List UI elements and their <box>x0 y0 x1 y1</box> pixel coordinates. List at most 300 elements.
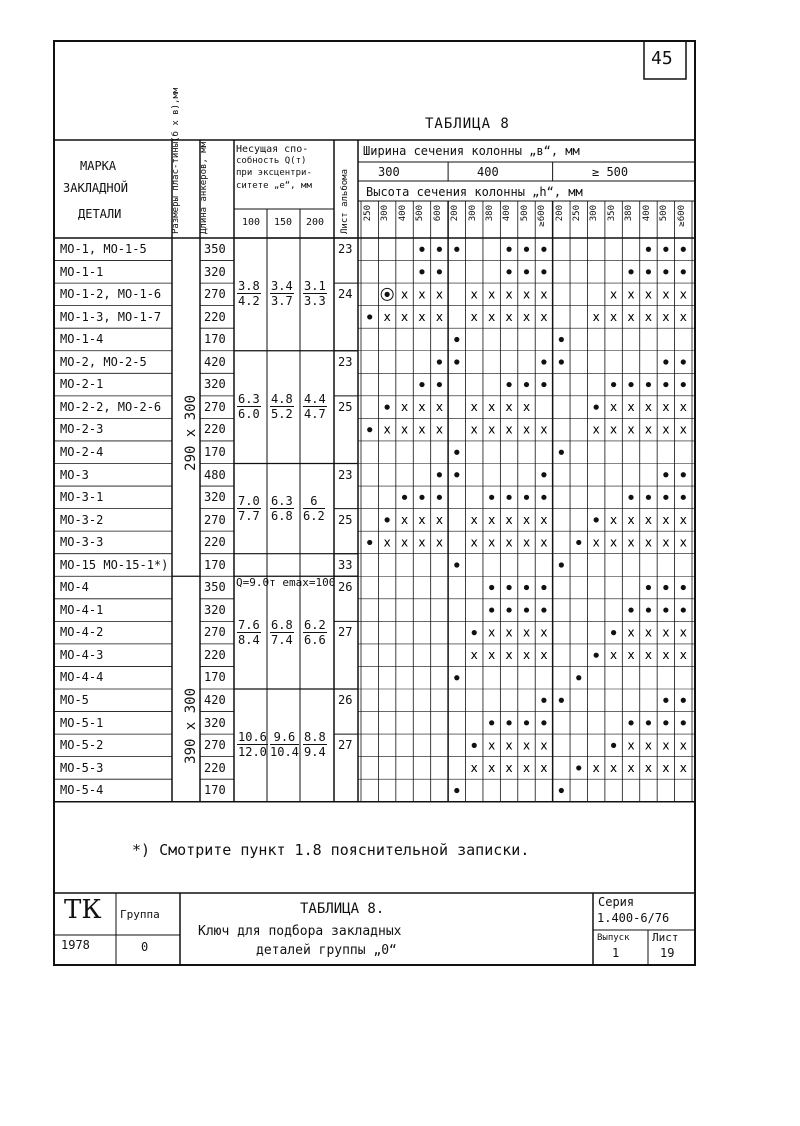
width-500: ≥ 500 <box>592 165 629 179</box>
dot-mark <box>681 247 686 252</box>
row-anchor-length: 220 <box>204 422 226 437</box>
capacity-fraction: $\frac{6.3}{6.8}$ <box>271 493 293 523</box>
cross-mark: x <box>679 400 687 415</box>
dot-mark <box>367 314 372 319</box>
height-header-15: 380 <box>624 205 635 222</box>
dot-mark <box>611 382 616 387</box>
row-mark: МО-5 <box>60 693 89 707</box>
dot-mark <box>559 359 564 364</box>
height-header-6: 300 <box>467 205 478 222</box>
cross-mark: x <box>488 625 496 640</box>
row-mark: МО-1-4 <box>60 332 104 347</box>
dot-mark <box>646 247 651 252</box>
cross-mark: x <box>400 309 409 324</box>
row-anchor-length: 170 <box>204 783 226 798</box>
cross-mark: x <box>627 309 635 324</box>
sheet-number: 26 <box>338 580 353 595</box>
cross-mark: x <box>400 287 409 302</box>
cross-mark: x <box>627 287 635 302</box>
height-header-16: 400 <box>641 205 652 222</box>
dot-mark <box>524 607 529 612</box>
height-header-5: 200 <box>450 205 461 222</box>
anchor-length-header: Длина анкеров, мм <box>199 141 209 234</box>
ecc-100: 100 <box>242 217 261 228</box>
row-mark: МО-5-2 <box>60 738 104 753</box>
cross-mark: x <box>505 512 513 527</box>
width-400: 400 <box>477 165 499 179</box>
stamp-title-3: деталей группы „0“ <box>256 943 397 958</box>
width-title: Ширина сечения колонны „в“, мм <box>363 144 580 158</box>
dot-mark <box>437 495 442 500</box>
dot-mark <box>663 495 668 500</box>
sheet-number: 23 <box>338 242 353 256</box>
dot-mark <box>681 607 686 612</box>
dot-mark <box>454 562 459 567</box>
sheet-number: 24 <box>338 287 353 302</box>
cross-mark: x <box>627 535 635 550</box>
cross-mark: x <box>540 512 548 527</box>
capacity-fraction: $\frac{6.2}{6.6}$ <box>304 617 326 647</box>
row-mark: МО-4 <box>60 580 89 595</box>
dot-mark <box>541 472 546 477</box>
cross-mark: x <box>679 422 687 437</box>
row-anchor-length: 270 <box>204 399 226 414</box>
height-header-13: 300 <box>589 205 600 222</box>
cross-mark: x <box>435 535 443 550</box>
row-anchor-length: 170 <box>204 332 226 347</box>
plate-size-header: Размеры плас-тины(б х в),мм <box>171 87 181 234</box>
dot-mark <box>681 720 686 725</box>
dot-mark <box>524 247 529 252</box>
dot-mark <box>454 247 459 252</box>
dot-mark <box>472 743 477 748</box>
cross-mark: x <box>644 287 653 302</box>
dot-mark <box>489 720 494 725</box>
dot-mark <box>541 495 546 500</box>
dot-mark <box>559 450 564 455</box>
cross-mark: x <box>418 512 426 527</box>
cross-mark: x <box>470 422 478 437</box>
row-anchor-length: 170 <box>204 444 226 459</box>
dot-mark <box>559 562 564 567</box>
capacity-fraction: $\frac{10.6}{12.0}$ <box>238 730 267 760</box>
row-anchor-length: 320 <box>204 264 226 279</box>
sheet-number: 33 <box>338 557 353 572</box>
row-anchor-length: 270 <box>204 287 226 302</box>
sheet-number: 25 <box>338 512 353 527</box>
cross-mark: x <box>679 535 687 550</box>
dot-mark <box>385 405 390 410</box>
cross-mark: x <box>435 287 443 302</box>
cross-mark: x <box>627 760 635 775</box>
cross-mark: x <box>488 309 496 324</box>
dot-mark <box>437 382 442 387</box>
width-300: 300 <box>378 165 400 179</box>
dot-mark <box>646 720 651 725</box>
dot-mark <box>628 382 633 387</box>
cross-mark: x <box>679 760 687 775</box>
capacity-fraction: $\frac{9.6}{10.4}$ <box>270 730 299 760</box>
cross-mark: x <box>610 760 618 775</box>
row-mark: МО-3-2 <box>60 512 104 527</box>
cross-mark: x <box>662 535 670 550</box>
dot-mark <box>489 607 494 612</box>
cross-mark: x <box>488 287 496 302</box>
cross-mark: x <box>505 625 513 640</box>
dot-mark <box>541 382 546 387</box>
cross-mark: x <box>505 309 513 324</box>
dot-mark <box>506 585 511 590</box>
row-mark: МО-2-1 <box>60 377 104 392</box>
row-mark: МО-15 МО-15-1*) <box>60 557 169 572</box>
cross-mark: x <box>627 738 635 753</box>
height-title: Высота сечения колонны „h“, мм <box>366 185 583 199</box>
dot-mark <box>646 495 651 500</box>
row-anchor-length: 420 <box>204 693 226 707</box>
row-anchor-length: 320 <box>204 377 226 392</box>
cross-mark: x <box>644 535 653 550</box>
dot-mark <box>541 720 546 725</box>
cross-mark: x <box>418 309 426 324</box>
dot-mark <box>506 495 511 500</box>
dot-mark <box>454 675 459 680</box>
cross-mark: x <box>522 422 531 437</box>
height-header-8: 400 <box>502 205 513 222</box>
dot-mark <box>506 382 511 387</box>
cross-mark: x <box>592 535 600 550</box>
cross-mark: x <box>470 512 478 527</box>
cross-mark: x <box>540 625 548 640</box>
cross-mark: x <box>522 309 531 324</box>
cross-mark: x <box>627 648 635 663</box>
dot-mark <box>594 517 599 522</box>
height-header-1: 300 <box>380 205 391 222</box>
row-mark: МО-5-3 <box>60 760 104 775</box>
ecc-200: 200 <box>306 217 325 228</box>
cross-mark: x <box>592 422 600 437</box>
stamp-sheet: 19 <box>660 946 675 960</box>
dot-mark <box>646 269 651 274</box>
dot-mark <box>594 653 599 658</box>
row-anchor-length: 220 <box>204 647 226 662</box>
cross-mark: x <box>522 400 531 415</box>
cross-mark: x <box>505 400 513 415</box>
dot-mark <box>541 269 546 274</box>
dot-mark <box>663 382 668 387</box>
row-anchor-length: 170 <box>204 557 226 572</box>
dot-mark <box>506 720 511 725</box>
special-capacity: Q=9.0т emax=100 <box>236 576 336 589</box>
cross-mark: x <box>610 535 618 550</box>
capacity-fraction: $\frac{6.8}{7.4}$ <box>271 617 293 647</box>
dot-mark <box>611 630 616 635</box>
stamp-issue: 1 <box>612 946 620 960</box>
cross-mark: x <box>627 422 635 437</box>
capacity-fraction: $\frac{6}{6.2}$ <box>303 493 325 523</box>
dot-mark <box>663 359 668 364</box>
dot-mark <box>524 382 529 387</box>
cross-mark: x <box>662 512 670 527</box>
row-mark: МО-5-1 <box>60 715 104 730</box>
cross-mark: x <box>418 400 426 415</box>
height-header-7: 380 <box>484 205 495 222</box>
row-anchor-length: 270 <box>204 512 226 527</box>
dot-mark <box>437 247 442 252</box>
height-header-12: 250 <box>572 205 583 222</box>
cross-mark: x <box>540 309 548 324</box>
cross-mark: x <box>470 648 478 663</box>
cross-mark: x <box>400 422 409 437</box>
cross-mark: x <box>488 648 496 663</box>
dot-mark <box>681 698 686 703</box>
dot-mark <box>681 382 686 387</box>
capacity-fraction: $\frac{6.3}{6.0}$ <box>238 392 260 422</box>
height-header-9: 500 <box>519 205 530 222</box>
dot-mark <box>367 427 372 432</box>
cross-mark: x <box>610 512 618 527</box>
cross-mark: x <box>644 738 653 753</box>
dot-mark <box>419 382 424 387</box>
cross-mark: x <box>505 422 513 437</box>
capacity-fraction: $\frac{4.8}{5.2}$ <box>271 392 293 422</box>
cross-mark: x <box>610 309 618 324</box>
cross-mark: x <box>644 648 653 663</box>
cross-mark: x <box>662 287 670 302</box>
stamp-group-label: Группа <box>120 908 160 921</box>
dot-mark <box>663 720 668 725</box>
cross-mark: x <box>610 287 618 302</box>
dot-mark <box>506 269 511 274</box>
dot-mark <box>663 607 668 612</box>
dot-mark <box>628 269 633 274</box>
plate-size-2: 390 х 300 <box>183 688 199 764</box>
cross-mark: x <box>418 422 426 437</box>
cross-mark: x <box>470 309 478 324</box>
dot-mark <box>541 698 546 703</box>
sheet-border <box>54 41 695 965</box>
dot-mark <box>663 585 668 590</box>
dot-mark <box>437 472 442 477</box>
row-anchor-length: 350 <box>204 242 226 256</box>
dot-mark <box>385 517 390 522</box>
cross-mark: x <box>644 760 653 775</box>
dot-mark <box>559 337 564 342</box>
dot-mark <box>524 495 529 500</box>
cross-mark: x <box>644 400 653 415</box>
cross-mark: x <box>592 760 600 775</box>
cross-mark: x <box>679 625 687 640</box>
cross-mark: x <box>679 309 687 324</box>
cross-mark: x <box>644 309 653 324</box>
stamp-title-2: Ключ для подбора закладных <box>198 924 402 939</box>
dot-mark <box>506 607 511 612</box>
stamp-sheet-label: Лист <box>652 931 679 944</box>
dot-mark <box>472 630 477 635</box>
height-header-2: 400 <box>397 205 408 222</box>
row-anchor-length: 170 <box>204 670 226 685</box>
dot-mark <box>576 675 581 680</box>
cross-mark: x <box>505 535 513 550</box>
cross-mark: x <box>400 400 409 415</box>
cross-mark: x <box>488 400 496 415</box>
row-anchor-length: 220 <box>204 535 226 550</box>
height-header-3: 500 <box>415 205 426 222</box>
dot-mark <box>454 450 459 455</box>
dot-mark <box>437 269 442 274</box>
dot-mark <box>681 495 686 500</box>
dot-mark <box>681 269 686 274</box>
cross-mark: x <box>435 422 443 437</box>
row-mark: МО-4-3 <box>60 647 104 662</box>
cross-mark: x <box>610 422 618 437</box>
cross-mark: x <box>662 738 670 753</box>
capacity-fraction: $\frac{3.1}{3.3}$ <box>304 279 326 309</box>
cross-mark: x <box>488 512 496 527</box>
dot-mark <box>541 607 546 612</box>
cross-mark: x <box>662 648 670 663</box>
cross-mark: x <box>505 287 513 302</box>
cross-mark: x <box>522 287 531 302</box>
page-number: 45 <box>651 48 673 69</box>
dot-mark <box>541 359 546 364</box>
cross-mark: x <box>627 625 635 640</box>
row-mark: МО-5-4 <box>60 783 104 798</box>
stamp-issue-label: Выпуск <box>597 933 630 943</box>
stamp-series-label: Серия <box>598 895 635 909</box>
dot-mark <box>611 743 616 748</box>
dot-mark <box>663 472 668 477</box>
cross-mark: x <box>522 625 531 640</box>
cross-mark: x <box>435 512 443 527</box>
sheet-number: 23 <box>338 467 353 482</box>
cross-mark: x <box>418 535 426 550</box>
cross-mark: x <box>435 309 443 324</box>
sheet-number: 26 <box>338 693 353 707</box>
sheet-header: Лист альбома <box>340 168 350 234</box>
dot-mark <box>663 247 668 252</box>
stamp-year: 1978 <box>61 938 90 952</box>
dot-mark <box>681 359 686 364</box>
dot-mark <box>681 585 686 590</box>
cross-mark: x <box>679 287 687 302</box>
cross-mark: x <box>679 738 687 753</box>
dot-mark <box>454 788 459 793</box>
dot-mark <box>489 585 494 590</box>
cross-mark: x <box>383 309 391 324</box>
ecc-150: 150 <box>274 217 293 228</box>
footnote: *) Смотрите пункт 1.8 пояснительной записки. <box>132 841 530 859</box>
cross-mark: x <box>522 535 531 550</box>
cross-mark: x <box>540 648 548 663</box>
dot-mark <box>646 607 651 612</box>
cross-mark: x <box>470 535 478 550</box>
dot-mark <box>628 720 633 725</box>
dot-mark <box>419 247 424 252</box>
plate-size-1: 290 х 300 <box>183 395 199 471</box>
dot-mark <box>559 698 564 703</box>
cross-mark: x <box>383 535 391 550</box>
row-mark: МО-2-2, МО-2-6 <box>60 399 162 414</box>
row-anchor-length: 270 <box>204 625 226 640</box>
cross-mark: x <box>488 760 496 775</box>
row-mark: МО-4-1 <box>60 602 104 617</box>
cross-mark: x <box>400 535 409 550</box>
table-heading: ТАБЛИЦА 8 <box>425 116 510 132</box>
row-anchor-length: 270 <box>204 738 226 753</box>
cross-mark: x <box>540 535 548 550</box>
dot-mark <box>454 359 459 364</box>
cross-mark: x <box>418 287 426 302</box>
cross-mark: x <box>522 648 531 663</box>
row-mark: МО-3 <box>60 467 89 482</box>
dot-mark <box>489 495 494 500</box>
row-mark: МО-1-1 <box>60 264 104 279</box>
cross-mark: x <box>540 738 548 753</box>
dot-mark <box>524 269 529 274</box>
cross-mark: x <box>505 760 513 775</box>
cross-mark: x <box>470 287 478 302</box>
row-mark: МО-2, МО-2-5 <box>60 354 147 369</box>
height-header-11: 200 <box>554 205 565 222</box>
cross-mark: x <box>662 422 670 437</box>
capacity-fraction: $\frac{7.6}{8.4}$ <box>238 617 260 647</box>
cross-mark: x <box>662 400 670 415</box>
stamp-group: 0 <box>141 940 149 954</box>
stamp-title-1: ТАБЛИЦА 8. <box>300 901 385 917</box>
row-anchor-length: 350 <box>204 580 226 595</box>
sheet-number: 27 <box>338 738 353 753</box>
row-anchor-length: 320 <box>204 602 226 617</box>
row-mark: МО-1-3, МО-1-7 <box>60 309 162 324</box>
cross-mark: x <box>400 512 409 527</box>
cross-mark: x <box>679 512 687 527</box>
height-header-0: 250 <box>363 205 373 222</box>
capacity-fraction: $\frac{3.8}{4.2}$ <box>238 279 260 309</box>
height-header-17: 500 <box>659 205 670 222</box>
dot-mark <box>541 247 546 252</box>
dot-mark <box>594 405 599 410</box>
dot-mark <box>576 540 581 545</box>
stamp-series: 1.400-6/76 <box>597 911 670 925</box>
cross-mark: x <box>540 422 548 437</box>
dot-mark <box>419 495 424 500</box>
row-mark: МО-1-2, МО-1-6 <box>60 287 162 302</box>
row-mark: МО-1, МО-1-5 <box>60 242 147 256</box>
capacity-fraction: $\frac{8.8}{9.4}$ <box>304 730 326 760</box>
row-anchor-length: 480 <box>204 467 226 482</box>
cross-mark: x <box>540 287 548 302</box>
cross-mark: x <box>644 625 653 640</box>
height-header-4: 600 <box>432 205 443 222</box>
capacity-fraction: $\frac{7.0}{7.7}$ <box>238 493 260 523</box>
cross-mark: x <box>627 400 635 415</box>
dot-mark <box>454 472 459 477</box>
height-header-14: 350 <box>606 205 617 222</box>
dot-mark <box>663 698 668 703</box>
height-header-10: ≥600 <box>537 205 548 227</box>
cross-mark: x <box>505 648 513 663</box>
capacity-fraction: $\frac{4.4}{4.7}$ <box>304 392 326 422</box>
cross-mark: x <box>488 535 496 550</box>
dot-mark <box>506 247 511 252</box>
cross-mark: x <box>644 422 653 437</box>
cross-mark: x <box>522 760 531 775</box>
dot-mark <box>576 765 581 770</box>
dot-mark <box>628 607 633 612</box>
row-anchor-length: 320 <box>204 715 226 730</box>
cross-mark: x <box>540 760 548 775</box>
cross-mark: x <box>522 738 531 753</box>
